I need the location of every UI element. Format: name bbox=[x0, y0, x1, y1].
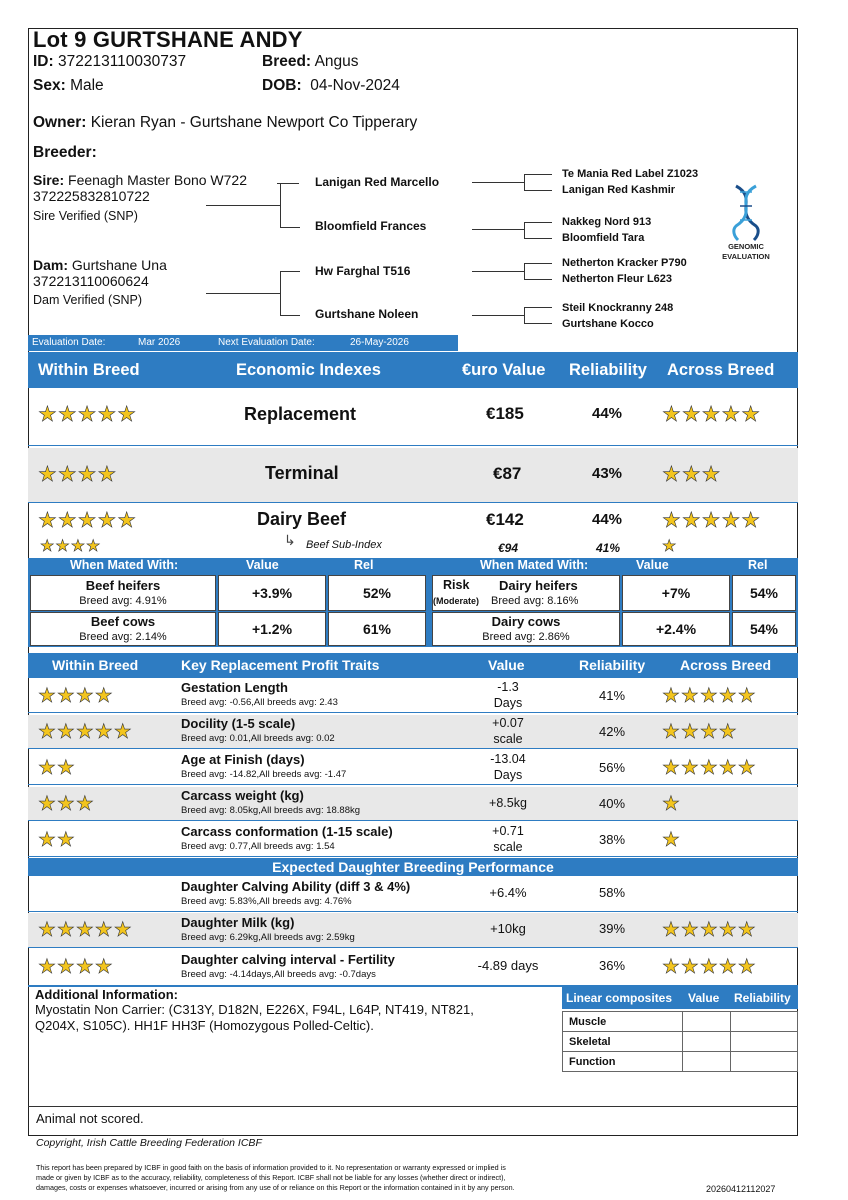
ped-ddd: Gurtshane Kocco bbox=[562, 318, 654, 330]
trait-unit: scale bbox=[493, 840, 523, 854]
daughter-trait-value: -4.89 days bbox=[477, 958, 539, 973]
genomic-label: GENOMIC EVALUATION bbox=[722, 242, 770, 261]
linear-table: Muscle Skeletal Function bbox=[562, 1011, 798, 1072]
mated-beef-heifers-rel: 52% bbox=[328, 575, 426, 611]
ped-dsd: Netherton Fleur L623 bbox=[562, 273, 673, 285]
additional-text: Myostatin Non Carrier: (C313Y, D182N, E226X, F94L, L64P, NT419, NT821, Q204X, S105C). HH1F HH3F (Homozygous Polled-Celtic). bbox=[35, 1002, 474, 1033]
trait-avg: Breed avg: 8.05kg,All breeds avg: 18.88kg bbox=[181, 805, 361, 816]
trait-avg: Breed avg: -14.82,All breeds avg: -1.47 bbox=[181, 769, 347, 780]
ped-sds: Nakkeg Nord 913 bbox=[562, 216, 652, 228]
trait-unit: Days bbox=[493, 768, 523, 782]
trait-name: Carcass conformation (1-15 scale) bbox=[181, 824, 393, 839]
trait-row bbox=[28, 679, 798, 713]
ped-sdd: Bloomfield Tara bbox=[562, 232, 645, 244]
daughter-row bbox=[28, 950, 798, 985]
trait-within-stars: ★★ bbox=[38, 829, 76, 851]
dna-icon bbox=[728, 184, 764, 242]
trait-across-stars: ★ bbox=[662, 829, 681, 851]
mated-dairy-heifers-rel: 54% bbox=[732, 575, 796, 611]
traits-header: Within Breed Key Replacement Profit Traits Value Reliability Across Breed bbox=[28, 653, 798, 678]
animal-sex: Sex: Male bbox=[33, 77, 104, 94]
sire-verified: Sire Verified (SNP) bbox=[33, 209, 138, 223]
ped-ssd: Lanigan Red Kashmir bbox=[562, 184, 676, 196]
ped-dss: Netherton Kracker P790 bbox=[562, 257, 687, 269]
index-row-replacement: ★★★★★ Replacement €185 44% ★★★★★ bbox=[28, 388, 798, 446]
daughter-trait-rel: 58% bbox=[599, 885, 626, 900]
trait-row bbox=[28, 787, 798, 821]
dam-name: Dam: Gurtshane Una bbox=[33, 257, 167, 273]
daughter-within-stars: ★★★★ bbox=[38, 956, 114, 978]
trait-avg: Breed avg: 0.77,All breeds avg: 1.54 bbox=[181, 841, 335, 852]
mated-beef-cows-rel: 61% bbox=[328, 612, 426, 646]
report-code: 20260412112027 bbox=[706, 1184, 776, 1194]
daughter-trait-name: Daughter calving interval - Fertility bbox=[181, 952, 395, 967]
dam-sire: Hw Farghal T516 bbox=[315, 264, 411, 278]
trait-avg: Breed avg: -0.56,All breeds avg: 2.43 bbox=[181, 697, 338, 708]
index-header: Within Breed Economic Indexes €uro Value Reliability Across Breed bbox=[28, 352, 798, 388]
trait-across-stars: ★ bbox=[662, 793, 681, 815]
sub-index-arrow: ↳ bbox=[284, 532, 296, 548]
daughter-row bbox=[28, 913, 798, 948]
breeder-label: Breeder: bbox=[33, 144, 97, 161]
trait-within-stars: ★★★★ bbox=[38, 685, 114, 707]
mated-dairy-heifers-value: +7% bbox=[622, 575, 730, 611]
ped-sss: Te Mania Red Label Z1023 bbox=[562, 168, 699, 180]
daughter-trait-rel: 36% bbox=[599, 958, 626, 973]
trait-value: -1.3 bbox=[497, 680, 519, 694]
daughter-trait-avg: Breed avg: 5.83%,All breeds avg: 4.76% bbox=[181, 896, 352, 907]
trait-rel: 38% bbox=[599, 832, 626, 847]
daughter-trait-name: Daughter Calving Ability (diff 3 & 4%) bbox=[181, 879, 411, 894]
trait-row bbox=[28, 751, 798, 785]
index-row-dairy-beef: ★★★★★ Dairy Beef €142 44% ★★★★★ ★★★★ ↳ Beef Sub-Index €94 41% ★ bbox=[38, 509, 762, 555]
additional-label: Additional Information: bbox=[35, 987, 178, 1002]
trait-rel: 56% bbox=[599, 760, 626, 775]
daughter-trait-avg: Breed avg: -4.14days,All breeds avg: -0.7days bbox=[181, 969, 376, 980]
daughter-trait-name: Daughter Milk (kg) bbox=[181, 915, 295, 930]
animal-dob: DOB: 04-Nov-2024 bbox=[262, 77, 400, 94]
trait-row bbox=[28, 715, 798, 749]
page-title: Lot 9 GURTSHANE ANDY bbox=[33, 27, 303, 52]
daughter-within-stars: ★★★★★ bbox=[38, 919, 133, 941]
trait-value: +0.71 bbox=[492, 824, 524, 838]
dam-verified: Dam Verified (SNP) bbox=[33, 293, 143, 307]
animal-breed: Breed: Angus bbox=[262, 53, 359, 70]
trait-value: +8.5kg bbox=[489, 796, 527, 810]
sire-name: Sire: Feenagh Master Bono W722 bbox=[33, 172, 248, 188]
linear-header: Linear composites Value Reliability bbox=[562, 987, 798, 1009]
mated-beef-heifers-value: +3.9% bbox=[218, 575, 326, 611]
evaluation-bar: Evaluation Date: Mar 2026 Next Evaluation Date: 26-May-2026 bbox=[28, 335, 458, 351]
trait-avg: Breed avg: 0.01,All breeds avg: 0.02 bbox=[181, 733, 335, 744]
mated-header: When Mated With: Value Rel When Mated With: Value Rel bbox=[28, 558, 798, 573]
animal-id: ID: 372213110030737 bbox=[33, 53, 187, 70]
trait-name: Carcass weight (kg) bbox=[181, 788, 304, 803]
daughter-trait-rel: 39% bbox=[599, 921, 626, 936]
trait-name: Age at Finish (days) bbox=[181, 752, 305, 767]
disclaimer: This report has been prepared by ICBF in good faith on the basis of information provided to it. No representation or warranty expressed or implied is made or given by ICBF as to the accuracy, reliability, completeness of this Report. ICBF shall not be liable for any losses (whether direct or indirect), damages, costs or expenses whatsoever, incurred or arising from any use of or reliance on this Report or the information contained in it by any person. bbox=[36, 1163, 515, 1192]
scored-text: Animal not scored. bbox=[36, 1111, 144, 1126]
sire-id: 372225832810722 bbox=[33, 188, 150, 204]
trait-name: Docility (1-5 scale) bbox=[181, 716, 296, 731]
daughter-header: Expected Daughter Breeding Performance bbox=[28, 858, 798, 876]
mated-dairy-heifers: Risk (Moderate) Dairy heifers Breed avg: 8.16% bbox=[432, 575, 620, 611]
trait-rel: 41% bbox=[599, 688, 626, 703]
daughter-trait-value: +6.4% bbox=[489, 885, 527, 900]
mated-dairy-cows-value: +2.4% bbox=[622, 612, 730, 646]
trait-across-stars: ★★★★★ bbox=[662, 757, 757, 779]
trait-within-stars: ★★★★★ bbox=[38, 721, 133, 743]
ped-dds: Steil Knockranny 248 bbox=[562, 302, 674, 314]
sire-dam: Bloomfield Frances bbox=[315, 219, 427, 233]
mated-beef-cows-value: +1.2% bbox=[218, 612, 326, 646]
dam-dam: Gurtshane Noleen bbox=[315, 307, 419, 321]
trait-across-stars: ★★★★★ bbox=[662, 685, 757, 707]
mated-beef-heifers: Beef heifers Breed avg: 4.91% bbox=[30, 575, 216, 611]
index-row-terminal: ★★★★ Terminal €87 43% ★★★ bbox=[28, 448, 798, 503]
trait-unit: Days bbox=[493, 696, 523, 710]
trait-value: +0.07 bbox=[492, 716, 524, 730]
trait-rel: 40% bbox=[599, 796, 626, 811]
daughter-trait-avg: Breed avg: 6.29kg,All breeds avg: 2.59kg bbox=[181, 932, 355, 943]
mated-beef-cows: Beef cows Breed avg: 2.14% bbox=[30, 612, 216, 646]
trait-within-stars: ★★ bbox=[38, 757, 76, 779]
daughter-across-stars: ★★★★★ bbox=[662, 919, 757, 941]
owner: Owner: Kieran Ryan - Gurtshane Newport Co Tipperary bbox=[33, 114, 418, 131]
trait-unit: scale bbox=[493, 732, 523, 746]
trait-rel: 42% bbox=[599, 724, 626, 739]
mated-dairy-cows: Dairy cows Breed avg: 2.86% bbox=[432, 612, 620, 646]
dam-id: 372213110060624 bbox=[33, 273, 149, 289]
daughter-row bbox=[28, 877, 798, 912]
trait-within-stars: ★★★ bbox=[38, 793, 95, 815]
mated-dairy-cows-rel: 54% bbox=[732, 612, 796, 646]
trait-across-stars: ★★★★ bbox=[662, 721, 738, 743]
sire-sire: Lanigan Red Marcello bbox=[315, 175, 440, 189]
trait-row bbox=[28, 823, 798, 857]
copyright: Copyright, Irish Cattle Breeding Federation ICBF bbox=[36, 1137, 262, 1149]
daughter-across-stars: ★★★★★ bbox=[662, 956, 757, 978]
trait-value: -13.04 bbox=[490, 752, 526, 766]
trait-name: Gestation Length bbox=[181, 680, 288, 695]
daughter-trait-value: +10kg bbox=[490, 921, 526, 936]
